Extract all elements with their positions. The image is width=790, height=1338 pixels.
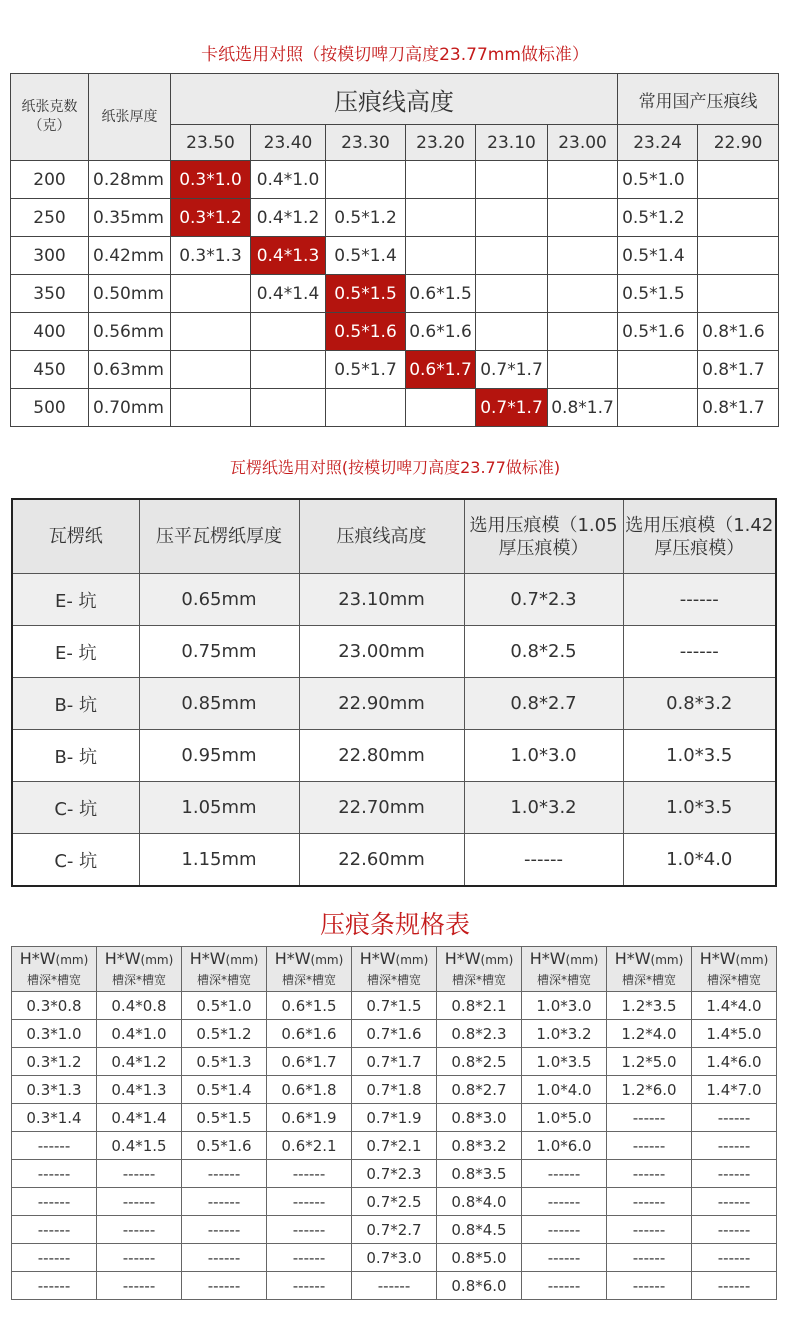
crease-cell <box>171 275 251 313</box>
crease-cell <box>618 351 698 389</box>
crease-cell: 0.5*1.7 <box>326 351 406 389</box>
spec-cell: 0.4*1.5 <box>97 1132 182 1160</box>
spec-header-hw <box>692 949 776 970</box>
recommended-crease-cell: 0.3*1.0 <box>171 161 251 199</box>
spec-header-main: H*W <box>104 948 141 968</box>
crease-cell <box>548 237 618 275</box>
spec-header-hw <box>182 949 266 970</box>
spec-cell: ------ <box>97 1216 182 1244</box>
spec-header-unit: (mm) <box>480 952 514 967</box>
crease-cell <box>698 199 779 237</box>
corrugated-col-header: 选用压痕模（1.05 厚压痕模） <box>464 499 623 574</box>
corrugated-col-header: 压平瓦楞纸厚度 <box>139 499 299 574</box>
spec-header-hw <box>267 949 351 970</box>
spec-cell: 0.4*0.8 <box>97 992 182 1020</box>
crease-cell: 0.8*1.7 <box>548 389 618 427</box>
gsm-cell: 400 <box>11 313 89 351</box>
spec-cell: 0.7*1.8 <box>352 1076 437 1104</box>
crease-height-col-header: 23.20 <box>406 125 476 161</box>
corrugated-cell: 0.8*2.7 <box>464 678 623 730</box>
col-header-gsm: 纸张克数（克） <box>11 74 89 161</box>
spec-cell: ------ <box>267 1216 352 1244</box>
crease-cell <box>476 237 548 275</box>
spec-cell: 0.4*1.3 <box>97 1076 182 1104</box>
corrugated-cell: 23.10mm <box>299 574 464 626</box>
spec-cell: ------ <box>12 1216 97 1244</box>
corrugated-cell: 0.7*2.3 <box>464 574 623 626</box>
thickness-cell: 0.56mm <box>89 313 171 351</box>
spec-cell: ------ <box>97 1272 182 1300</box>
spec-cell: ------ <box>692 1272 777 1300</box>
crease-cell <box>406 199 476 237</box>
crease-height-col-header: 23.00 <box>548 125 618 161</box>
spec-cell: 0.8*3.0 <box>437 1104 522 1132</box>
crease-cell <box>171 351 251 389</box>
crease-cell <box>406 389 476 427</box>
spec-cell: 0.4*1.4 <box>97 1104 182 1132</box>
gsm-cell: 200 <box>11 161 89 199</box>
crease-cell <box>406 237 476 275</box>
spec-header-unit: (mm) <box>565 952 599 967</box>
spec-header-sub: 槽深*槽宽 <box>621 972 676 987</box>
spec-cell: ------ <box>607 1188 692 1216</box>
corrugated-cell: 1.0*3.2 <box>464 782 623 834</box>
spec-cell: ------ <box>12 1160 97 1188</box>
crease-cell: 0.5*1.2 <box>326 199 406 237</box>
thickness-cell: 0.28mm <box>89 161 171 199</box>
crease-cell <box>251 351 326 389</box>
corrugated-cell: 0.8*3.2 <box>623 678 776 730</box>
spec-cell: 0.8*2.7 <box>437 1076 522 1104</box>
crease-cell: 0.7*1.7 <box>476 351 548 389</box>
spec-cell: 0.7*3.0 <box>352 1244 437 1272</box>
corrugated-cell: 1.15mm <box>139 834 299 887</box>
crease-height-col-header: 23.30 <box>326 125 406 161</box>
crease-cell <box>476 275 548 313</box>
spec-cell: 1.4*6.0 <box>692 1048 777 1076</box>
table-row <box>11 351 779 389</box>
spec-header-main: H*W <box>444 948 481 968</box>
corrugated-cell: 22.70mm <box>299 782 464 834</box>
table-row <box>11 389 779 427</box>
corrugated-cell: 0.95mm <box>139 730 299 782</box>
table-row <box>12 678 776 730</box>
crease-cell <box>548 161 618 199</box>
spec-cell: ------ <box>522 1160 607 1188</box>
corrugated-cell: ------ <box>623 574 776 626</box>
spec-cell: ------ <box>182 1188 267 1216</box>
corrugated-cell: B- 坑 <box>12 678 139 730</box>
spec-cell: 1.2*4.0 <box>607 1020 692 1048</box>
spec-cell: 0.5*1.5 <box>182 1104 267 1132</box>
spec-cell: 0.7*1.7 <box>352 1048 437 1076</box>
spec-cell: 0.6*2.1 <box>267 1132 352 1160</box>
gsm-cell: 450 <box>11 351 89 389</box>
spec-cell: ------ <box>607 1272 692 1300</box>
crease-cell <box>171 313 251 351</box>
spec-cell: ------ <box>352 1272 437 1300</box>
spec-cell: 0.8*6.0 <box>437 1272 522 1300</box>
gsm-cell: 350 <box>11 275 89 313</box>
spec-cell: ------ <box>182 1160 267 1188</box>
spec-header-hw <box>607 949 691 970</box>
spec-header-main: H*W <box>699 948 736 968</box>
spec-cell: ------ <box>607 1216 692 1244</box>
thickness-cell: 0.42mm <box>89 237 171 275</box>
corrugated-cell: B- 坑 <box>12 730 139 782</box>
spec-cell: ------ <box>267 1244 352 1272</box>
crease-cell: 0.4*1.0 <box>251 161 326 199</box>
spec-header-unit: (mm) <box>140 952 174 967</box>
corrugated-cell: 23.00mm <box>299 626 464 678</box>
spec-col-header <box>12 947 97 992</box>
spec-col-header <box>607 947 692 992</box>
table-row <box>12 1048 777 1076</box>
corrugated-cell: 1.0*4.0 <box>623 834 776 887</box>
table-row <box>12 1216 777 1244</box>
spec-cell: ------ <box>97 1160 182 1188</box>
crease-height-col-header: 23.24 <box>618 125 698 161</box>
spec-cell: ------ <box>692 1160 777 1188</box>
crease-cell: 0.4*1.2 <box>251 199 326 237</box>
recommended-crease-cell: 0.5*1.6 <box>326 313 406 351</box>
spec-cell: ------ <box>692 1132 777 1160</box>
corrugated-cell: 0.75mm <box>139 626 299 678</box>
recommended-crease-cell: 0.4*1.3 <box>251 237 326 275</box>
spec-header-unit: (mm) <box>225 952 259 967</box>
spec-header-hw <box>522 949 606 970</box>
thickness-cell: 0.70mm <box>89 389 171 427</box>
spec-header-hw <box>97 949 181 970</box>
spec-cell: 0.3*1.2 <box>12 1048 97 1076</box>
corrugated-col-header: 压痕线高度 <box>299 499 464 574</box>
thickness-cell: 0.63mm <box>89 351 171 389</box>
spec-cell: 0.6*1.5 <box>267 992 352 1020</box>
table-row <box>12 1188 777 1216</box>
corrugated-cell: C- 坑 <box>12 782 139 834</box>
spec-header-main: H*W <box>19 948 56 968</box>
spec-cell: 1.4*4.0 <box>692 992 777 1020</box>
spec-col-header <box>692 947 777 992</box>
spec-cell: ------ <box>267 1272 352 1300</box>
spec-cell: 0.8*4.5 <box>437 1216 522 1244</box>
crease-cell: 0.4*1.4 <box>251 275 326 313</box>
recommended-crease-cell: 0.5*1.5 <box>326 275 406 313</box>
recommended-crease-cell: 0.6*1.7 <box>406 351 476 389</box>
spec-col-header <box>97 947 182 992</box>
gsm-cell: 500 <box>11 389 89 427</box>
spec-header-main: H*W <box>189 948 226 968</box>
spec-cell: 0.5*1.6 <box>182 1132 267 1160</box>
corrugated-cell: 0.65mm <box>139 574 299 626</box>
spec-cell: ------ <box>97 1188 182 1216</box>
spec-header-unit: (mm) <box>395 952 429 967</box>
col-header-thickness: 纸张厚度 <box>89 74 171 161</box>
spec-cell: 0.7*2.5 <box>352 1188 437 1216</box>
crease-cell <box>476 199 548 237</box>
crease-height-col-header: 23.50 <box>171 125 251 161</box>
spec-header-sub: 槽深*槽宽 <box>706 972 761 987</box>
spec-header-hw <box>352 949 436 970</box>
crease-cell: 0.5*1.4 <box>618 237 698 275</box>
crease-cell: 0.3*1.3 <box>171 237 251 275</box>
cardboard-selection-table <box>10 73 779 427</box>
spec-header-sub: 槽深*槽宽 <box>196 972 251 987</box>
table-row <box>11 237 779 275</box>
spec-cell: 1.2*3.5 <box>607 992 692 1020</box>
crease-cell <box>476 161 548 199</box>
crease-cell: 0.5*1.6 <box>618 313 698 351</box>
crease-rule-spec-title: 压痕条规格表 <box>319 910 470 939</box>
spec-cell: 0.5*1.0 <box>182 992 267 1020</box>
spec-cell: ------ <box>12 1132 97 1160</box>
crease-cell: 0.5*1.5 <box>618 275 698 313</box>
spec-header-main: H*W <box>274 948 311 968</box>
spec-cell: ------ <box>267 1188 352 1216</box>
recommended-crease-cell: 0.3*1.2 <box>171 199 251 237</box>
spec-cell: 1.2*6.0 <box>607 1076 692 1104</box>
table-row <box>11 275 779 313</box>
crease-cell <box>548 351 618 389</box>
spec-cell: ------ <box>607 1104 692 1132</box>
table-row <box>12 1132 777 1160</box>
crease-cell <box>326 389 406 427</box>
spec-header-unit: (mm) <box>55 952 89 967</box>
table-row <box>11 161 779 199</box>
crease-cell <box>618 389 698 427</box>
spec-cell: 0.8*3.5 <box>437 1160 522 1188</box>
spec-cell: 0.8*2.5 <box>437 1048 522 1076</box>
spec-cell: ------ <box>182 1216 267 1244</box>
spec-cell: 0.5*1.2 <box>182 1020 267 1048</box>
spec-cell: 1.0*5.0 <box>522 1104 607 1132</box>
table-row <box>12 782 776 834</box>
crease-height-col-header: 22.90 <box>698 125 779 161</box>
spec-cell: 1.0*6.0 <box>522 1132 607 1160</box>
spec-cell: 1.2*5.0 <box>607 1048 692 1076</box>
spec-cell: 0.7*2.3 <box>352 1160 437 1188</box>
spec-cell: 0.6*1.8 <box>267 1076 352 1104</box>
table-row <box>11 199 779 237</box>
spec-cell: 1.4*5.0 <box>692 1020 777 1048</box>
crease-cell: 0.8*1.7 <box>698 389 779 427</box>
corrugated-table-title: 瓦楞纸选用对照(按模切啤刀高度23.77做标准) <box>229 458 561 477</box>
spec-cell: ------ <box>692 1188 777 1216</box>
corrugated-col-header: 瓦楞纸 <box>12 499 139 574</box>
crease-cell <box>548 313 618 351</box>
spec-header-main: H*W <box>614 948 651 968</box>
crease-cell <box>476 313 548 351</box>
spec-cell: 0.8*4.0 <box>437 1188 522 1216</box>
spec-col-header <box>267 947 352 992</box>
thickness-cell: 0.35mm <box>89 199 171 237</box>
crease-cell <box>698 161 779 199</box>
spec-header-sub: 槽深*槽宽 <box>451 972 506 987</box>
spec-cell: 0.8*2.3 <box>437 1020 522 1048</box>
spec-col-header <box>522 947 607 992</box>
corrugated-cell: 1.0*3.5 <box>623 730 776 782</box>
spec-cell: ------ <box>12 1188 97 1216</box>
corrugated-cell: 1.05mm <box>139 782 299 834</box>
corrugated-cell: 0.85mm <box>139 678 299 730</box>
spec-cell: 0.8*3.2 <box>437 1132 522 1160</box>
spec-header-unit: (mm) <box>650 952 684 967</box>
spec-cell: 0.7*2.1 <box>352 1132 437 1160</box>
spec-cell: 0.6*1.9 <box>267 1104 352 1132</box>
spec-cell: 0.6*1.7 <box>267 1048 352 1076</box>
crease-rule-spec-table <box>11 946 777 1300</box>
spec-cell: 0.6*1.6 <box>267 1020 352 1048</box>
table-row <box>12 992 777 1020</box>
spec-cell: ------ <box>607 1244 692 1272</box>
table-row <box>11 313 779 351</box>
spec-cell: ------ <box>12 1244 97 1272</box>
crease-cell: 0.6*1.5 <box>406 275 476 313</box>
corrugated-selection-table <box>11 498 777 887</box>
spec-cell: ------ <box>692 1104 777 1132</box>
corrugated-cell: E- 坑 <box>12 574 139 626</box>
spec-col-header <box>352 947 437 992</box>
spec-cell: 0.4*1.0 <box>97 1020 182 1048</box>
corrugated-cell: 1.0*3.5 <box>623 782 776 834</box>
spec-cell: 0.7*2.7 <box>352 1216 437 1244</box>
spec-cell: 0.5*1.4 <box>182 1076 267 1104</box>
spec-cell: ------ <box>522 1272 607 1300</box>
spec-cell: 1.0*3.0 <box>522 992 607 1020</box>
spec-cell: 0.7*1.9 <box>352 1104 437 1132</box>
gsm-cell: 300 <box>11 237 89 275</box>
spec-cell: ------ <box>522 1188 607 1216</box>
crease-cell: 0.8*1.7 <box>698 351 779 389</box>
spec-cell: 0.3*1.4 <box>12 1104 97 1132</box>
spec-cell: 0.3*1.3 <box>12 1076 97 1104</box>
table-row <box>12 1104 777 1132</box>
spec-cell: ------ <box>692 1216 777 1244</box>
spec-header-sub: 槽深*槽宽 <box>111 972 166 987</box>
spec-cell: 1.0*3.5 <box>522 1048 607 1076</box>
corrugated-cell: E- 坑 <box>12 626 139 678</box>
spec-cell: ------ <box>607 1160 692 1188</box>
spec-cell: ------ <box>522 1216 607 1244</box>
crease-cell: 0.5*1.0 <box>618 161 698 199</box>
recommended-crease-cell: 0.7*1.7 <box>476 389 548 427</box>
thickness-cell: 0.50mm <box>89 275 171 313</box>
spec-cell: 1.0*3.2 <box>522 1020 607 1048</box>
spec-cell: ------ <box>182 1272 267 1300</box>
spec-header-unit: (mm) <box>735 952 769 967</box>
corrugated-cell: 1.0*3.0 <box>464 730 623 782</box>
table-row <box>12 1160 777 1188</box>
corrugated-cell: 22.90mm <box>299 678 464 730</box>
spec-header-sub: 槽深*槽宽 <box>536 972 591 987</box>
spec-header-hw <box>437 949 521 970</box>
crease-height-col-header: 23.10 <box>476 125 548 161</box>
corrugated-cell: C- 坑 <box>12 834 139 887</box>
spec-col-header <box>437 947 522 992</box>
crease-cell <box>698 237 779 275</box>
spec-header-hw <box>12 949 96 970</box>
crease-cell <box>698 275 779 313</box>
table-row <box>12 1272 777 1300</box>
crease-height-col-header: 23.40 <box>251 125 326 161</box>
spec-cell: 1.0*4.0 <box>522 1076 607 1104</box>
spec-header-main: H*W <box>359 948 396 968</box>
crease-cell: 0.5*1.4 <box>326 237 406 275</box>
table-row <box>12 1076 777 1104</box>
table-row <box>12 834 776 887</box>
corrugated-cell: ------ <box>623 626 776 678</box>
gsm-cell: 250 <box>11 199 89 237</box>
crease-cell <box>406 161 476 199</box>
spec-cell: ------ <box>522 1244 607 1272</box>
table-row <box>12 1244 777 1272</box>
crease-cell <box>548 199 618 237</box>
spec-col-header <box>182 947 267 992</box>
spec-cell: ------ <box>182 1244 267 1272</box>
spec-header-unit: (mm) <box>310 952 344 967</box>
spec-cell: 0.7*1.5 <box>352 992 437 1020</box>
table-row <box>12 1020 777 1048</box>
crease-cell <box>326 161 406 199</box>
spec-cell: 0.5*1.3 <box>182 1048 267 1076</box>
table-row <box>12 626 776 678</box>
spec-cell: 0.8*5.0 <box>437 1244 522 1272</box>
cardboard-table-title: 卡纸选用对照（按模切啤刀高度23.77mm做标准） <box>201 45 589 65</box>
crease-cell: 0.6*1.6 <box>406 313 476 351</box>
spec-cell: 0.7*1.6 <box>352 1020 437 1048</box>
corrugated-cell: 22.60mm <box>299 834 464 887</box>
corrugated-col-header: 选用压痕模（1.42 厚压痕模） <box>623 499 776 574</box>
corrugated-cell: 22.80mm <box>299 730 464 782</box>
spec-cell: 0.3*1.0 <box>12 1020 97 1048</box>
spec-cell: ------ <box>12 1272 97 1300</box>
spec-cell: 0.3*0.8 <box>12 992 97 1020</box>
table-row <box>12 730 776 782</box>
corrugated-cell: ------ <box>464 834 623 887</box>
crease-cell <box>171 389 251 427</box>
spec-header-main: H*W <box>529 948 566 968</box>
spec-cell: ------ <box>607 1132 692 1160</box>
crease-cell <box>548 275 618 313</box>
table-row <box>12 574 776 626</box>
spec-header-sub: 槽深*槽宽 <box>26 972 81 987</box>
spec-header-sub: 槽深*槽宽 <box>281 972 336 987</box>
crease-cell <box>251 313 326 351</box>
spec-cell: 0.4*1.2 <box>97 1048 182 1076</box>
domestic-crease-header: 常用国产压痕线 <box>618 74 779 125</box>
crease-cell: 0.5*1.2 <box>618 199 698 237</box>
spec-cell: ------ <box>692 1244 777 1272</box>
spec-cell: ------ <box>97 1244 182 1272</box>
crease-cell: 0.8*1.6 <box>698 313 779 351</box>
spec-cell: 0.8*2.1 <box>437 992 522 1020</box>
spec-cell: ------ <box>267 1160 352 1188</box>
crease-height-header: 压痕线高度 <box>171 74 618 125</box>
crease-cell <box>251 389 326 427</box>
spec-header-sub: 槽深*槽宽 <box>366 972 421 987</box>
corrugated-cell: 0.8*2.5 <box>464 626 623 678</box>
spec-cell: 1.4*7.0 <box>692 1076 777 1104</box>
